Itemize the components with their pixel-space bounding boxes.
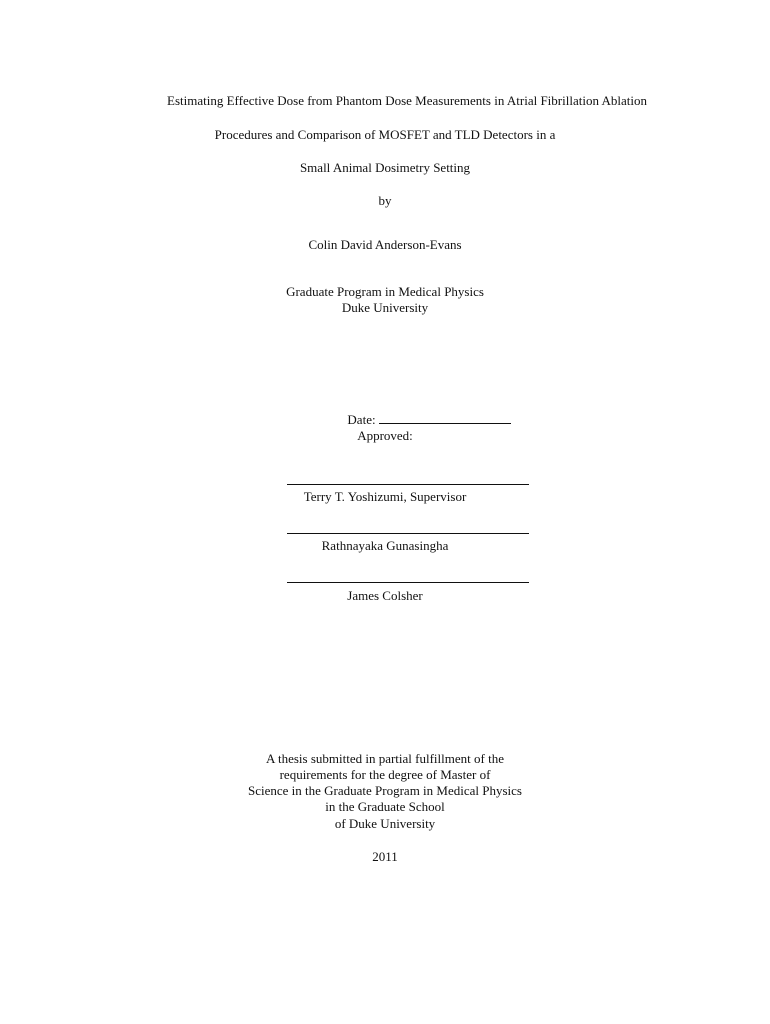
statement-line-5: of Duke University <box>334 816 436 831</box>
date-label: Date: <box>347 412 376 427</box>
date-blank-line <box>379 411 511 424</box>
signature-line-2 <box>287 533 529 534</box>
thesis-title-line-1: Estimating Effective Dose from Phantom Dose Measurements in Atrial Fibrillation Ablation <box>167 93 647 108</box>
program-name: Graduate Program in Medical Physics <box>286 284 484 299</box>
thesis-title-line-3: Small Animal Dosimetry Setting <box>299 160 471 175</box>
date-row <box>44 411 770 428</box>
signature-line-3 <box>287 582 529 583</box>
university-name: Duke University <box>341 300 429 315</box>
signatory-3: James Colsher <box>347 588 423 603</box>
by-label: by <box>378 193 392 208</box>
thesis-title-line-2: Procedures and Comparison of MOSFET and TLD Detectors in a <box>214 127 556 142</box>
signatory-2: Rathnayaka Gunasingha <box>321 538 449 553</box>
statement-line-4: in the Graduate School <box>325 799 445 814</box>
author-name: Colin David Anderson-Evans <box>308 237 462 252</box>
statement-line-1: A thesis submitted in partial fulfillment of the <box>266 751 504 766</box>
signatory-1: Terry T. Yoshizumi, Supervisor <box>303 489 467 504</box>
year: 2011 <box>372 849 398 864</box>
statement-line-3: Science in the Graduate Program in Medical Physics <box>247 783 522 798</box>
statement-line-2: requirements for the degree of Master of <box>279 767 491 782</box>
approved-label: Approved: <box>357 428 413 443</box>
signature-line-1 <box>287 484 529 485</box>
